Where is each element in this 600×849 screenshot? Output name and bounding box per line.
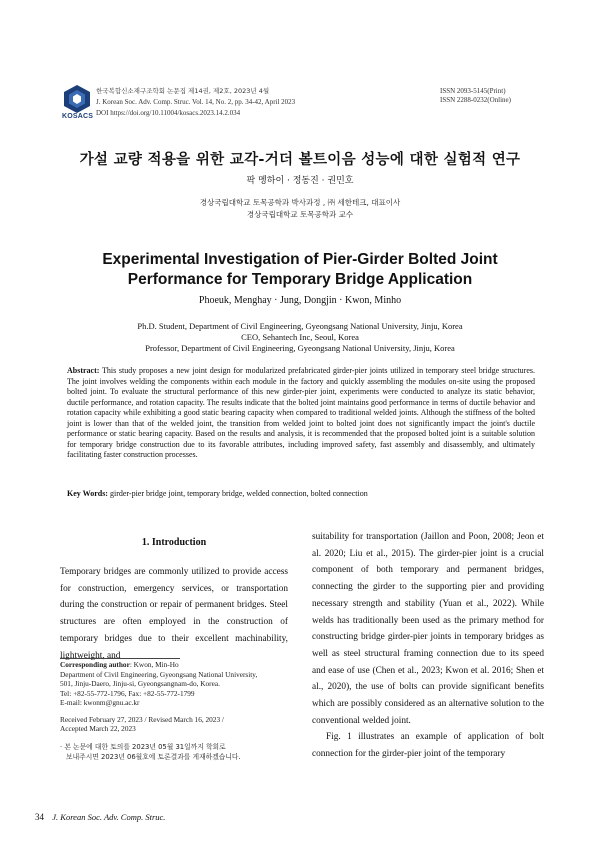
journal-ko: 한국복합신소재구조학회 논문집 제14권, 제2호, 2023년 4월 [96,87,270,95]
accepted-date: Accepted March 22, 2023 [60,724,136,733]
footnote-divider [60,658,180,659]
title-english-line2: Performance for Temporary Bridge Application [127,271,473,288]
authors-korean: 팍 멩하이 · 정동진 · 권민호 [246,176,354,186]
footnote-line2: 501, Jinju-Daero, Jinju-si, Gyeongsangnam-do, Korea. [60,679,220,688]
affiliation-english-1: Ph.D. Student, Department of Civil Engineering, Gyeongsang National University, Jinju, Korea [137,321,463,331]
keywords-text: girder-pier bridge joint, temporary bridge, welded connection, bolted connection [109,489,368,498]
issn-online: ISSN 2288-0232(Online) [440,96,511,104]
affiliation-korean-1: 경상국립대학교 토목공학과 박사과정 , ㈜ 세한테크, 대표이사 [199,198,401,207]
abstract-label: Abstract: [67,366,100,375]
kosacs-logo-icon [62,84,92,114]
footnote-line1: Department of Civil Engineering, Gyeongsang National University, [60,669,258,679]
page-number: 34 [35,812,44,822]
keywords-label: Key Words: [67,489,108,498]
title-english-line1: Experimental Investigation of Pier-Girder Bolted Joint [102,251,498,268]
left-column-text: Temporary bridges are commonly utilized to provide access for construction, emergency services, or transportation during the construction or repair of permanent bridges. Steel structures are often employed in the construction of temporary bridges due to their excellent machinability, lightweight, and [60,567,288,661]
journal-en: J. Korean Soc. Adv. Comp. Struc. Vol. 14, No. 2, pp. 34-42, April 2023 [96,98,296,106]
received-date: Received February 27, 2023 / Revised March 16, 2023 / [60,714,224,724]
footnote-block [60,660,290,734]
abstract [67,366,535,461]
right-column-paragraph1: suitability for transportation (Jaillon and Poon, 2008; Jeon et al. 2020; Liu et al., 2015). The girder-pier joint is a crucial component of both temporary and permanent bridges, connecting the girder to the supporting pier and providing necessary strength and stability (Yuan et al., 2022). While welds has traditionally been used as the primary method for constructing bridge girder-pier joints in temporary bridges as well as steel structural framing connection due to its speed and ease of use (Chen et al., 2023; Kwon et al. 2016; Shen et al., 2020), the use of bolts can provide significant benefits which are possibly considered as an alternative solution to the conventional welded joint. [312,532,544,726]
authors-english: Phoeuk, Menghay · Jung, Dongjin · Kwon, Minho [198,295,402,306]
footnote-email: E-mail: kwonm@gnu.ac.kr [60,698,140,707]
keywords [67,489,535,499]
issn-print: ISSN 2093-5145(Print) [440,87,506,95]
footnote-line3: Tel: +82-55-772-1796, Fax: +82-55-772-1799 [60,688,195,698]
discussion-note-line2: 보내주시면 2023년 06월호에 토론결과를 게재하겠습니다. [66,753,241,761]
affiliation-english-3: Professor, Department of Civil Engineering, Gyeongsang National University, Jinju, Korea [145,343,455,353]
abstract-text: This study proposes a new joint design for modularized prefabricated girder-pier joints utilized in temporary steel bridge structures. The joint involves welding the components within each module in the factory and quickly assembling the modules on-site using the proposed bolted joint. To evaluate the structural performance of this new girder-pier joint, experiments were conducted to analyze its static behavior, ductile performance, and rotation capacity. The results indicate that the bolted joint maintains good performance in terms of ductile behavior and rotation capacity while exhibiting a good static bearing capacity when compared to traditional welded joints. Although the stiffness of the bolted joint is lower than that of the welded joint, the transition from welded joint to bolted joint does not significantly impact the joint's ductile performance or static bearing capacity. Based on the results and analysis, it is recommended that the proposed bolted joint is a suitable solution for temporary bridge construction due to its favorable attributes, including improved safety, fast assembly and disassembly, and ultimately facilitating faster construction processes. [67,366,535,460]
title-korean: 가설 교량 적용을 위한 교각-거더 볼트이음 성능에 대한 실험적 연구 [79,152,521,168]
logo-text: KOSACS [62,113,94,120]
footer [35,812,165,822]
section-title: 1. Introduction [141,537,207,548]
affiliation-english-2: CEO, Sehantech Inc, Seoul, Korea [241,332,359,342]
corresponding-author: Corresponding author: Kwon, Min-Ho [60,660,179,669]
footer-journal: J. Korean Soc. Adv. Comp. Struc. [52,812,166,822]
discussion-note [60,742,290,762]
affiliation-korean-2: 경상국립대학교 토목공학과 교수 [246,210,354,219]
doi-link[interactable]: DOI https://doi.org/10.11004/kosacs.2023.14.2.034 [96,109,241,117]
right-column-paragraph2: Fig. 1 illustrates an example of application of bolt connection for the girder-pier joint of the temporary [312,732,544,759]
discussion-note-line1: · 본 논문에 대한 토의를 2023년 05월 31일까지 학회로 [60,743,226,751]
title-english [60,250,540,290]
